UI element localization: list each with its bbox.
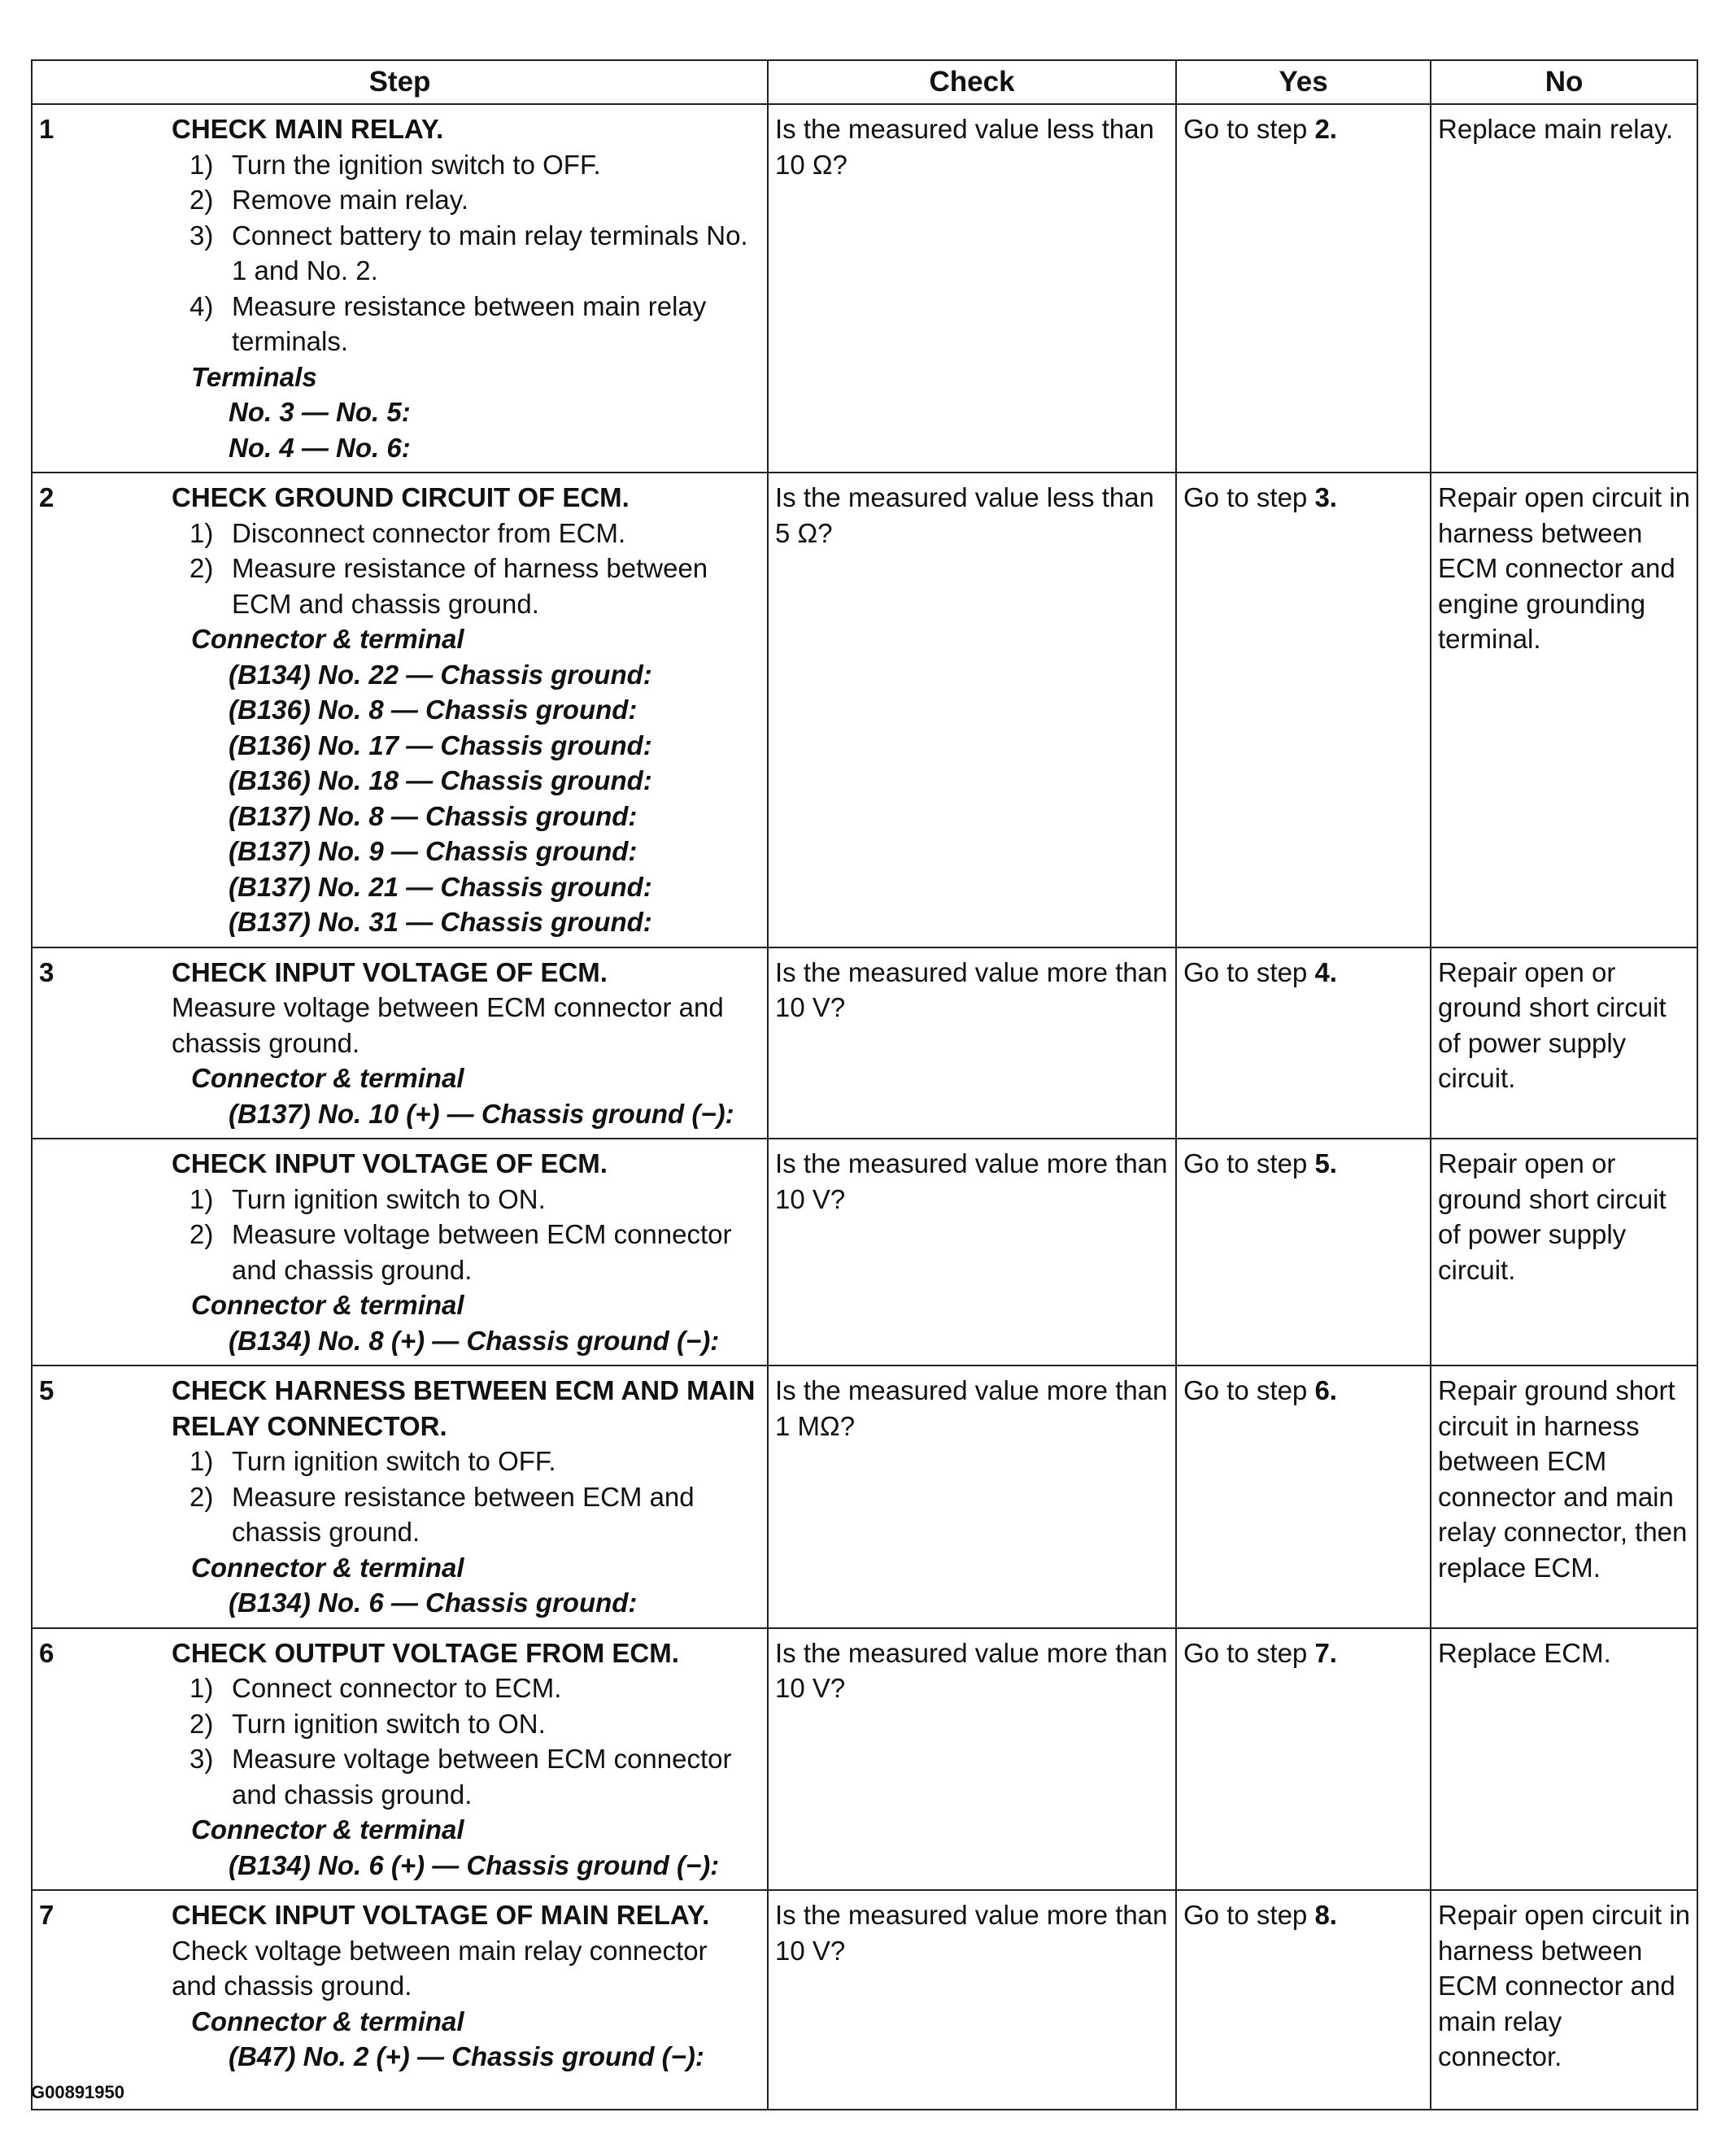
step-title: CHECK OUTPUT VOLTAGE FROM ECM. (172, 1637, 679, 1668)
yes-step-ref: 3. (1314, 482, 1337, 512)
no-cell: Replace ECM. (1431, 1628, 1697, 1891)
step-title: CHECK MAIN RELAY. (172, 114, 444, 144)
step-number: 3 (32, 947, 172, 1139)
connector-label: Connector & terminal (191, 2006, 464, 2036)
terminal-spec: (B137) No. 9 — Chassis ground: (229, 836, 638, 866)
procedure-item: 4) Measure resistance between main relay terminals. (190, 290, 707, 356)
step-number: 6 (32, 1628, 172, 1891)
step-title: CHECK INPUT VOLTAGE OF ECM. (172, 1148, 608, 1178)
step-procedure (172, 1890, 768, 2110)
step-number: 2 (32, 473, 172, 947)
procedure-item: 2) Remove main relay. (190, 185, 468, 215)
procedure-item: 1) Turn ignition switch to ON. (190, 1183, 546, 1214)
step-title: CHECK INPUT VOLTAGE OF ECM. (172, 956, 608, 987)
no-cell: Repair open circuit in harness between ECM connector and engine grounding terminal. (1431, 473, 1697, 947)
connector-label: Connector & terminal (191, 1063, 464, 1093)
header-step: Step (32, 60, 768, 104)
figure-id: G00891950 (31, 2082, 124, 2102)
step-procedure (172, 104, 768, 473)
no-cell: Repair open or ground short circuit of power supply circuit. (1431, 1139, 1697, 1365)
diagnostic-table (31, 59, 1698, 2110)
step-row-4 (32, 1139, 1697, 1365)
check-cell: Is the measured value less than 10 Ω? (768, 104, 1176, 473)
step-number: 1 (32, 104, 172, 473)
procedure-text: Check voltage between main relay connector and chassis ground. (172, 1935, 708, 2001)
procedure-item: 2) Measure resistance between ECM and chassis ground. (190, 1481, 695, 1547)
header-row (32, 60, 1697, 104)
yes-step-ref: 4. (1314, 956, 1337, 987)
procedure-item: 3) Measure voltage between ECM connector and chassis ground. (190, 1744, 732, 1810)
yes-cell: Go to step 6. (1176, 1365, 1431, 1628)
check-cell: Is the measured value more than 10 V? (768, 947, 1176, 1139)
step-procedure (172, 947, 768, 1139)
connector-label: Connector & terminal (191, 1814, 464, 1845)
header-check: Check (768, 60, 1176, 104)
check-cell: Is the measured value more than 1 MΩ? (768, 1365, 1176, 1628)
step-procedure (172, 1628, 768, 1891)
procedure-item: 1) Connect connector to ECM. (190, 1673, 562, 1703)
yes-cell: Go to step 7. (1176, 1628, 1431, 1891)
no-cell: Repair open circuit in harness between ECM connector and main relay connector. (1431, 1890, 1697, 2110)
connector-label: Connector & terminal (191, 624, 464, 654)
step-row-2 (32, 473, 1697, 947)
no-cell: Replace main relay. (1431, 104, 1697, 473)
step-number: 5 (32, 1365, 172, 1628)
yes-step-ref: 8. (1314, 1900, 1337, 1930)
terminal-spec: (B137) No. 10 (+) — Chassis ground (−): (229, 1098, 734, 1129)
yes-cell: Go to step 3. (1176, 473, 1431, 947)
no-cell: Repair ground short circuit in harness between ECM connector and main relay connector, then replace ECM. (1431, 1365, 1697, 1628)
step-procedure (172, 1139, 768, 1365)
terminal-spec: (B134) No. 6 (+) — Chassis ground (−): (229, 1849, 720, 1880)
connector-label: Connector & terminal (191, 1552, 464, 1583)
terminal-spec: (B134) No. 22 — Chassis ground: (229, 659, 652, 690)
header-yes: Yes (1176, 60, 1431, 104)
terminals-label: Terminals (191, 361, 317, 392)
check-cell: Is the measured value less than 5 Ω? (768, 473, 1176, 947)
terminal-spec: (B134) No. 6 — Chassis ground: (229, 1588, 638, 1618)
procedure-item: 2) Measure resistance of harness between ECM and chassis ground. (190, 553, 708, 619)
step-title: CHECK INPUT VOLTAGE OF MAIN RELAY. (172, 1900, 710, 1930)
step-number: 7 (32, 1890, 172, 2110)
step-row-6 (32, 1628, 1697, 1891)
step-procedure (172, 473, 768, 947)
procedure-item: 1) Disconnect connector from ECM. (190, 517, 626, 548)
step-number (32, 1139, 172, 1365)
yes-cell: Go to step 5. (1176, 1139, 1431, 1365)
step-procedure (172, 1365, 768, 1628)
check-cell: Is the measured value more than 10 V? (768, 1890, 1176, 2110)
terminal-spec: (B137) No. 21 — Chassis ground: (229, 871, 652, 902)
step-row-1 (32, 104, 1697, 473)
yes-cell: Go to step 2. (1176, 104, 1431, 473)
procedure-item: 1) Turn ignition switch to OFF. (190, 1446, 556, 1476)
terminal-spec: (B136) No. 18 — Chassis ground: (229, 765, 652, 795)
check-cell: Is the measured value more than 10 V? (768, 1139, 1176, 1365)
procedure-item: 1) Turn the ignition switch to OFF. (190, 149, 601, 180)
step-title: CHECK HARNESS BETWEEN ECM AND MAIN RELAY CONNECTOR. (172, 1375, 756, 1441)
procedure-text: Measure voltage between ECM connector and chassis ground. (172, 992, 724, 1058)
step-title: CHECK GROUND CIRCUIT OF ECM. (172, 482, 630, 512)
terminal-spec: No. 3 — No. 5: (229, 397, 411, 427)
terminal-spec: (B136) No. 17 — Chassis ground: (229, 730, 652, 760)
yes-cell: Go to step 8. (1176, 1890, 1431, 2110)
terminal-spec: (B136) No. 8 — Chassis ground: (229, 695, 638, 725)
yes-step-ref: 7. (1314, 1637, 1337, 1668)
header-no: No (1431, 60, 1697, 104)
terminal-spec: (B137) No. 8 — Chassis ground: (229, 800, 638, 831)
terminal-spec: (B134) No. 8 (+) — Chassis ground (−): (229, 1325, 720, 1356)
yes-cell: Go to step 4. (1176, 947, 1431, 1139)
procedure-item: 3) Connect battery to main relay terminals No. 1 and No. 2. (190, 220, 748, 285)
terminal-spec: (B137) No. 31 — Chassis ground: (229, 907, 652, 937)
check-cell: Is the measured value more than 10 V? (768, 1628, 1176, 1891)
procedure-item: 2) Turn ignition switch to ON. (190, 1708, 546, 1739)
step-row-3 (32, 947, 1697, 1139)
terminal-spec: (B47) No. 2 (+) — Chassis ground (−): (229, 2041, 704, 2071)
procedure-item: 2) Measure voltage between ECM connector and chassis ground. (190, 1219, 732, 1285)
yes-step-ref: 6. (1314, 1375, 1337, 1405)
no-cell: Repair open or ground short circuit of power supply circuit. (1431, 947, 1697, 1139)
yes-step-ref: 5. (1314, 1148, 1337, 1178)
yes-step-ref: 2. (1314, 114, 1337, 144)
terminal-spec: No. 4 — No. 6: (229, 432, 411, 463)
connector-label: Connector & terminal (191, 1290, 464, 1320)
step-row-7 (32, 1890, 1697, 2110)
step-row-5 (32, 1365, 1697, 1628)
